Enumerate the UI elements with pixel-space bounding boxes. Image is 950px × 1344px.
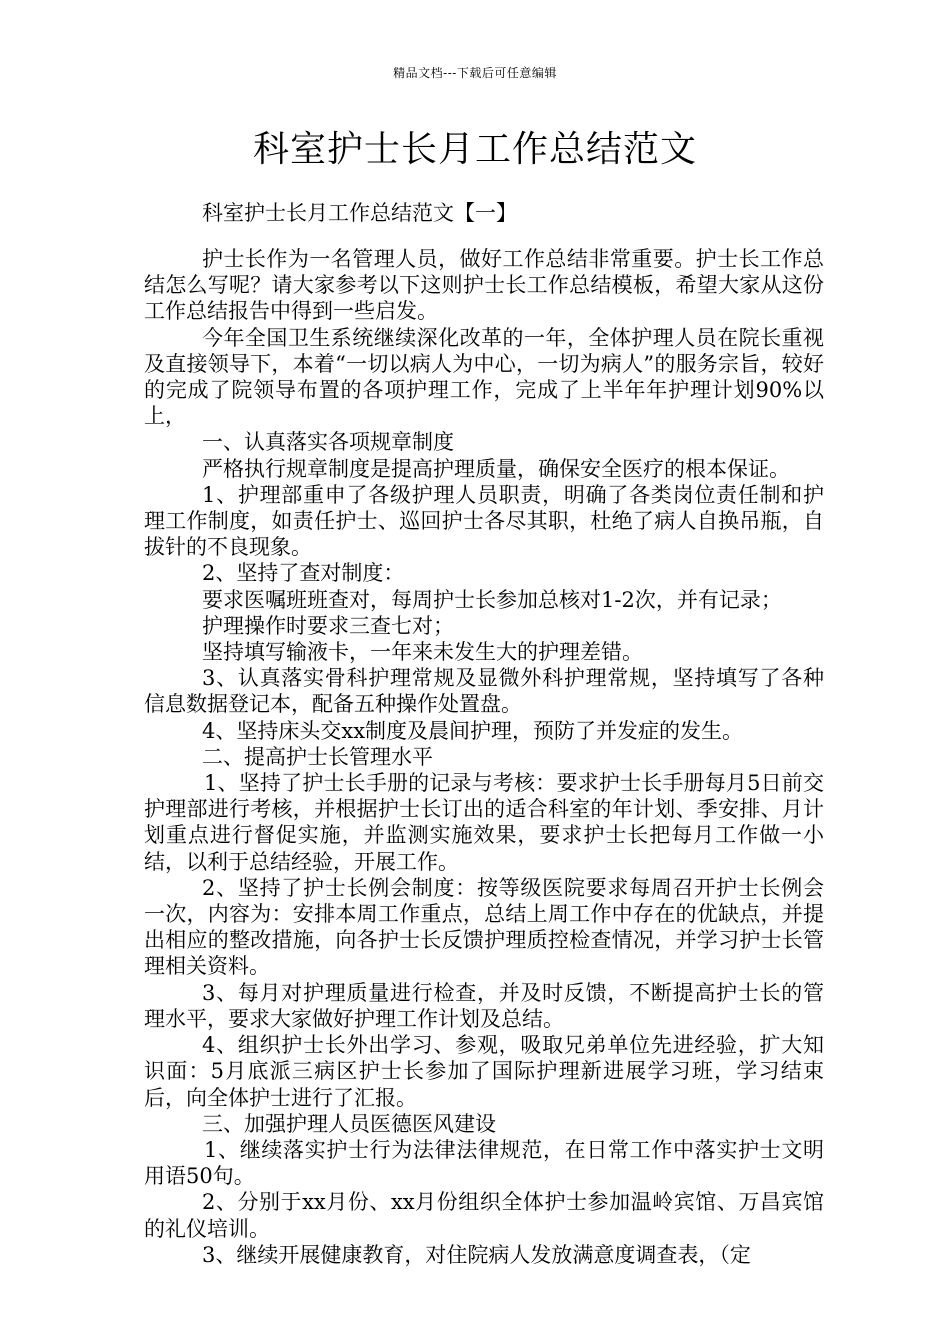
list-item: 4、坚持床头交xx制度及晨间护理，预防了并发症的发生。 <box>202 718 744 743</box>
paragraph-overview: 今年全国卫生系统继续深化改革的一年，全体护理人员在院长重视及直接领导下，本着“一切以病人为中心，一切为病人”的服务宗旨，较好的完成了院领导布置的各项护理工作，完成了上半年年护理计划90%以上， <box>144 325 824 429</box>
document-title: 科室护士长月工作总结范文 <box>252 129 697 170</box>
list-item: 4、组织护士长外出学习、参观，吸取兄弟单位先进经验，扩大知识面：5月底派三病区护士长参加了国际护理新进展学习班，学习结束后，向全体护士进行了汇报。 <box>144 1033 824 1110</box>
list-item: 2、坚持了护士长例会制度：按等级医院要求每周召开护士长例会一次，内容为：安排本周工作重点，总结上周工作中存在的优缺点，并提出相应的整改措施，向各护士长反馈护理质控检查情况，并学习护士长管理相关资料。 <box>144 875 824 979</box>
section-heading-1: 一、认真落实各项规章制度 <box>202 430 454 455</box>
paragraph: 坚持填写输液卡，一年来未发生大的护理差错。 <box>202 640 643 665</box>
list-item: 2、坚持了查对制度： <box>202 561 405 586</box>
list-item: 1、继续落实护士行为法律法律规范，在日常工作中落实护士文明用语50句。 <box>144 1137 824 1189</box>
paragraph: 护理操作时要求三查七对； <box>202 613 454 638</box>
list-item: 1、护理部重申了各级护理人员职责，明确了各类岗位责任制和护理工作制度，如责任护士、巡回护士各尽其职，杜绝了病人自换吊瓶，自拔针的不良现象。 <box>144 482 824 560</box>
list-item: 3、每月对护理质量进行检查，并及时反馈，不断提高护士长的管理水平，要求大家做好护理工作计划及总结。 <box>144 980 824 1031</box>
page-header-note: 精品文档---下载后可任意编辑 <box>393 66 557 80</box>
paragraph-intro: 护士长作为一名管理人员，做好工作总结非常重要。护士长工作总结怎么写呢？请大家参考以下这则护士长工作总结模板，希望大家从这份工作总结报告中得到一些启发。 <box>144 247 824 324</box>
document-body <box>144 246 824 1268</box>
list-item: 3、认真落实骨科护理常规及显微外科护理常规，坚持填写了各种信息数据登记本，配备五种操作处置盘。 <box>144 666 824 717</box>
list-item: 2、分别于xx月份、xx月份组织全体护士参加温岭宾馆、万昌宾馆的礼仪培训。 <box>144 1190 824 1241</box>
paragraph: 严格执行规章制度是提高护理质量，确保安全医疗的根本保证。 <box>202 456 790 481</box>
list-item: 1、坚持了护士长手册的记录与考核：要求护士长手册每月5日前交护理部进行考核，并根据护士长订出的适合科室的年计划、季安排、月计划重点进行督促实施，并监测实施效果，要求护士长把每月工作做一小结，以利于总结经验，开展工作。 <box>144 771 824 874</box>
section-heading-3: 三、加强护理人员医德医风建设 <box>202 1111 496 1136</box>
section-heading-2: 二、提高护士长管理水平 <box>202 744 433 769</box>
document-subtitle: 科室护士长月工作总结范文【一】 <box>202 201 517 225</box>
paragraph: 要求医嘱班班查对，每周护士长参加总核对1-2次，并有记录； <box>202 587 782 612</box>
list-item: 3、继续开展健康教育，对住院病人发放满意度调查表，（定 <box>202 1242 751 1267</box>
